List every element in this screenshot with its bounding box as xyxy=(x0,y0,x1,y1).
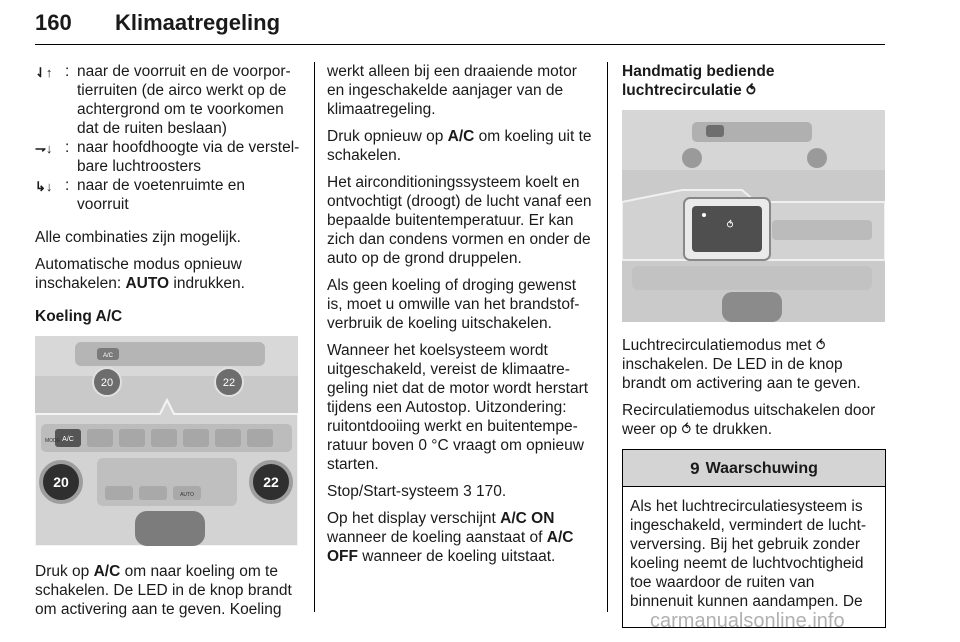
column-divider xyxy=(314,62,315,612)
warning-title: Waarschuwing xyxy=(705,459,818,477)
air-distribution-item xyxy=(35,138,300,176)
recirculation-icon: ⥀ xyxy=(681,421,692,437)
paragraph: Het airconditioningssysteem koelt en ontvochtigt (droogt) de lucht vanaf een bepaalde buitentemperatuur. Er kan zich dan condens vormen en onder de auto op de grond druppelen. xyxy=(327,174,592,267)
column-2 xyxy=(327,62,594,574)
paragraph: werkt alleen bij een draaiende motor en ingeschakelde aanjager van de klimaatregeling. xyxy=(327,63,577,118)
section-heading: Handmatig bediende luchtrecirculatie ⥀ xyxy=(622,63,775,99)
head-vents-icon: ⇁↓ xyxy=(35,141,53,156)
warning-header xyxy=(623,450,885,487)
separator: : xyxy=(65,63,70,80)
mode-button-label: MODE xyxy=(45,438,60,444)
temp-left-display: 20 xyxy=(53,474,69,490)
paragraph: Stop/Start-systeem 3 170. xyxy=(327,483,507,500)
climate-control-photo xyxy=(35,336,298,546)
column-divider xyxy=(607,62,608,612)
page-title: Klimaatregeling xyxy=(115,10,281,35)
paragraph: Op het display verschijnt A/C ON wanneer de koeling aanstaat of A/C OFF wanneer de koeling uitstaat. xyxy=(327,510,574,565)
air-distribution-item xyxy=(35,176,300,214)
windscreen-footwell-icon: ⇃↑ xyxy=(35,65,53,80)
paragraph: Druk opnieuw op A/C om koeling uit te schakelen. xyxy=(327,128,592,164)
warning-triangle-icon: 9 xyxy=(690,458,700,478)
temp-right-display: 22 xyxy=(263,474,279,490)
column-3 xyxy=(622,62,887,628)
ac-button-small-label: A/C xyxy=(102,353,114,359)
paragraph: Wanneer het koelsysteem wordt uitgeschakeld, vereist de klimaatregeling niet dat de motor wordt herstart tijdens een Autostop. Uitzondering: ruitontdooiing werkt en buitentemperatuur boven 0 °C vraagt om opnieuw starten. xyxy=(327,342,589,473)
recirculation-photo xyxy=(622,110,885,322)
watermark: carmanualsonline.info xyxy=(650,610,845,632)
temp-right-small: 22 xyxy=(222,377,236,389)
paragraph: Recirculatiemodus uitschakelen door weer op ⥀ te drukken. xyxy=(622,402,876,438)
auto-button-label: AUTO xyxy=(180,492,194,498)
page-number: 160 xyxy=(35,10,72,35)
recirculation-icon: ⥀ xyxy=(815,337,826,353)
air-distribution-item xyxy=(35,62,300,138)
air-item-text: naar hoofdhoogte via de verstelbare luchtroosters xyxy=(77,139,300,175)
warning-text: Als het luchtrecirculatiesysteem is ingeschakeld, vermindert de luchtverversing. Bij het gebruik zonder koeling neemt de luchtvochtigheid toe waardoor de ruiten van binnenuit kunnen aandampen. De xyxy=(630,498,867,610)
separator: : xyxy=(65,139,70,156)
air-item-text: naar de voorruit en de voorportierruiten (de airco werkt op de achtergrond om te voorkomen dat de ruiten beslaan) xyxy=(77,63,291,137)
paragraph: Luchtrecirculatiemodus met ⥀ inschakelen. De LED in de knop brandt om activering aan te geven. xyxy=(622,337,861,392)
page-header xyxy=(35,6,885,45)
page-reference-icon: 3 xyxy=(463,483,472,500)
warning-box xyxy=(622,449,886,628)
recirculation-icon: ⥀ xyxy=(746,82,756,98)
temp-left-small: 20 xyxy=(100,377,114,389)
paragraph: Alle combinaties zijn mogelijk. xyxy=(35,229,241,246)
separator: : xyxy=(65,177,70,194)
air-item-text: naar de voetenruimte en voorruit xyxy=(77,177,246,213)
ac-button-label: A/C xyxy=(62,436,74,443)
section-heading: Koeling A/C xyxy=(35,308,123,325)
paragraph: Druk op A/C om naar koeling om te schakelen. De LED in de knop brandt om activering aan te geven. Koeling xyxy=(35,563,292,618)
column-1 xyxy=(35,62,300,627)
svg-text:⥀: ⥀ xyxy=(726,220,734,231)
paragraph: Als geen koeling of droging gewenst is, moet u omwille van het brandstofverbruik de koeling uitschakelen. xyxy=(327,277,580,332)
paragraph: Automatische modus opnieuw inschakelen: AUTO indrukken. xyxy=(35,256,245,292)
footwell-icon: ↳↓ xyxy=(35,179,53,194)
